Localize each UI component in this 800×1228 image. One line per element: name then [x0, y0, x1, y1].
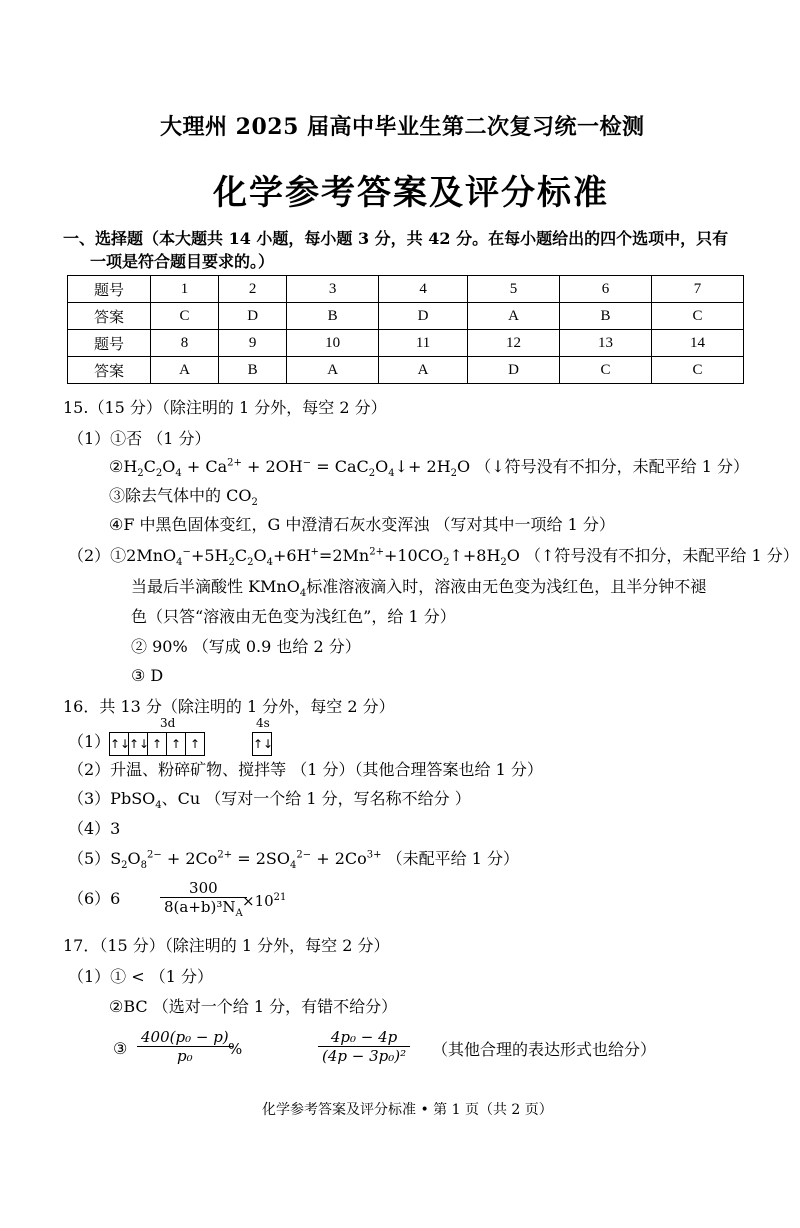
fraction-denominator: $8(a+b)^3N_A$ — [164, 898, 243, 919]
q15-part2-1-note: （↑符号没有不扣分，未配平给 1 分） — [524, 546, 799, 565]
q15-part1-2: $②H_2C_2O_4 + Ca^{2+} + 2OH^-$ = $CaC_2O_4↓+ 2H_2O$ （↓符号没有不扣分，未配平给 1 分） — [109, 457, 749, 480]
table-cell: A — [287, 357, 379, 384]
table-cell: 答案 — [68, 357, 151, 384]
orbital-cell: ↑ — [148, 733, 167, 755]
q16-part6-label: （6）6 — [68, 889, 121, 908]
table-cell: C — [651, 357, 743, 384]
q16-part3: （3）PbSO$_4$、Cu （写对一个给 1 分，写名称不给分 ） — [68, 789, 471, 812]
fraction-numerator: 300 — [160, 879, 247, 898]
q15-part2-2: ② 90% （写成 0.9 也给 2 分） — [131, 637, 361, 656]
orbital-box-3d — [109, 732, 205, 756]
q15-part1-4: ④F 中黑色固体变红，G 中澄清石灰水变浑浊 （写对其中一项给 1 分） — [109, 515, 615, 534]
table-cell: 14 — [651, 330, 743, 357]
q15-heading: 15.（15 分）（除注明的 1 分外，每空 2 分） — [63, 398, 387, 417]
table-cell: 12 — [468, 330, 560, 357]
q16-part6-fraction — [160, 879, 247, 919]
q17-part1-3-label: ③ — [113, 1039, 128, 1058]
section1-intro-line1: 一、选择题（本大题共 14 小题，每小题 3 分，共 42 分。在每小题给出的四个选项中，只有 — [63, 229, 729, 248]
q17-fraction-1 — [137, 1028, 233, 1065]
orbital-label-3d: 3d — [160, 716, 176, 730]
table-cell: 13 — [560, 330, 652, 357]
table-cell: 4 — [379, 276, 468, 303]
table-cell: 题号 — [68, 330, 151, 357]
table-cell: 10 — [287, 330, 379, 357]
table-cell: D — [379, 303, 468, 330]
q17-heading: 17．（15 分）（除注明的 1 分外，每空 2 分） — [63, 936, 390, 955]
q15-part1-3: ③除去气体中的 $CO_2$ — [109, 486, 258, 509]
section1-intro-line2: 一项是符合题目要求的。） — [90, 252, 275, 271]
orbital-cell: ↑ — [167, 733, 186, 755]
table-cell: 答案 — [68, 303, 151, 330]
table-cell: 1 — [151, 276, 219, 303]
table-cell: 5 — [468, 276, 560, 303]
q16-part2: （2）升温、粉碎矿物、搅拌等 （1 分）（其他合理答案也给 1 分） — [68, 760, 543, 779]
fraction-denominator: p₀ — [177, 1047, 193, 1065]
fraction-numerator: 4p₀ − 4p — [318, 1028, 410, 1047]
orbital-cell: ↑↓ — [110, 733, 129, 755]
q17-part1-1: （1）① < （1 分） — [68, 967, 214, 986]
q16-part1-label: （1） — [68, 732, 111, 751]
answer-table — [67, 275, 744, 384]
table-cell: B — [287, 303, 379, 330]
q16-part5-note: （未配平给 1 分） — [386, 849, 519, 868]
table-row — [68, 330, 744, 357]
table-cell: D — [219, 303, 287, 330]
q16-part6-multiplier: $\times 10^{21}$ — [242, 892, 287, 910]
table-cell: 6 — [560, 276, 652, 303]
page-footer: 化学参考答案及评分标准 • 第 1 页（共 2 页） — [262, 1102, 553, 1118]
table-cell: B — [560, 303, 652, 330]
orbital-box-4s — [252, 732, 272, 756]
q17-fraction-2 — [318, 1028, 410, 1065]
q15-part1-1: （1）①否 （1 分） — [68, 429, 211, 448]
table-cell: 3 — [287, 276, 379, 303]
table-cell: 题号 — [68, 276, 151, 303]
table-row — [68, 276, 744, 303]
q17-part1-3-note: （其他合理的表达形式也给分） — [432, 1040, 657, 1059]
q17-part1-2: ②BC （选对一个给 1 分，有错不给分） — [109, 997, 398, 1016]
q15-part1-2-note: （↓符号没有不扣分，未配平给 1 分） — [475, 457, 749, 476]
q16-part5: $(5)S_2O_8^{2-} + 2Co^{2+} = 2SO_4^{2-} + 2Co^{3+}$ （未配平给 1 分） — [68, 849, 519, 872]
orbital-cell: ↑↓ — [129, 733, 148, 755]
page-title: 化学参考答案及评分标准 — [213, 173, 609, 213]
q15-part2-3: ③ D — [131, 666, 164, 685]
table-cell: C — [151, 303, 219, 330]
q15-part2-1: $(2)①2MnO_4^-+5H_2C_2O_4+6H^+=2Mn^{2+}+10CO_2↑+8H_2O$ （↑符号没有不扣分，未配平给 1 分） — [68, 546, 799, 569]
table-cell: 7 — [651, 276, 743, 303]
table-cell: A — [151, 357, 219, 384]
table-cell: 8 — [151, 330, 219, 357]
table-cell: C — [651, 303, 743, 330]
percent-sign: % — [228, 1040, 243, 1058]
table-cell: A — [468, 303, 560, 330]
table-row — [68, 303, 744, 330]
orbital-label-4s: 4s — [256, 716, 270, 730]
q15-part2-text2: 色（只答“溶液由无色变为浅红色”，给 1 分） — [131, 607, 456, 626]
exam-title: 大理州 2025 届高中毕业生第二次复习统一检测 — [160, 114, 645, 140]
q16-part4: （4）3 — [68, 819, 121, 838]
table-cell: A — [379, 357, 468, 384]
fraction-numerator: 400(p₀ − p) — [137, 1028, 233, 1047]
table-cell: D — [468, 357, 560, 384]
table-cell: 2 — [219, 276, 287, 303]
table-cell: 11 — [379, 330, 468, 357]
table-cell: B — [219, 357, 287, 384]
orbital-cell: ↑ — [189, 737, 201, 751]
orbital-cell: ↑↓ — [253, 737, 274, 751]
q15-part2-text1: 当最后半滴酸性 KMnO$_4$标准溶液滴入时，溶液由无色变为浅红色，且半分钟不褪 — [131, 577, 707, 600]
fraction-denominator: (4p − 3p₀)² — [322, 1047, 407, 1065]
table-cell: 9 — [219, 330, 287, 357]
table-row — [68, 357, 744, 384]
q16-heading: 16．共 13 分（除注明的 1 分外，每空 2 分） — [63, 697, 395, 716]
table-cell: C — [560, 357, 652, 384]
